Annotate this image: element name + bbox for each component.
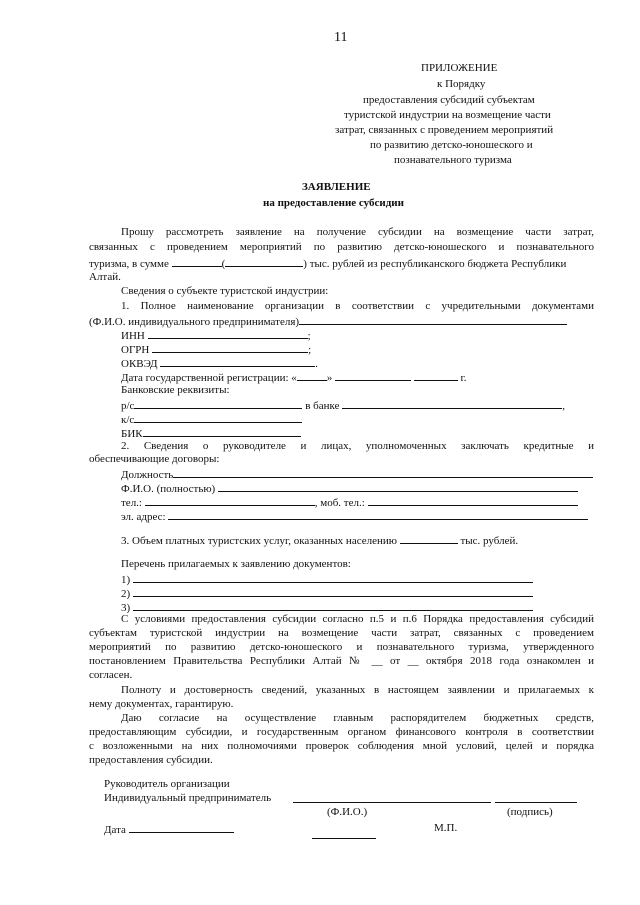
conditions-line: согласен. (89, 669, 133, 681)
signature-date-row (104, 822, 234, 837)
intro-text: ( (221, 258, 226, 270)
item3-row (121, 533, 518, 548)
doc-field-2[interactable] (133, 586, 533, 597)
appendix-line: ПРИЛОЖЕНИЕ (421, 62, 498, 74)
appendix-line: к Порядку (437, 78, 486, 90)
okved-field[interactable] (160, 356, 315, 367)
intro-line (89, 256, 594, 271)
doc-row (121, 586, 533, 601)
stamp-label: М.П. (434, 822, 458, 834)
signature-fio-field[interactable] (293, 792, 491, 803)
item2-line: обеспечивающие договоры: (89, 453, 220, 465)
signature-fio-caption: (Ф.И.О.) (327, 806, 368, 818)
inn-row (121, 328, 311, 343)
conditions-line: субъектам туристской индустрии на возмещение части затрат, связанных с проведением (89, 627, 594, 639)
doc-row (121, 572, 533, 587)
appendix-line: по развитию детско-юношеского и (370, 139, 533, 151)
conditions-line: постановлением Правительства Республики Алтай № __ от __ октября 2018 года ознакомлен и (89, 655, 594, 667)
rs-label: р/с (121, 400, 135, 412)
rs-field[interactable] (134, 398, 302, 409)
reg-month-field[interactable] (335, 370, 411, 381)
ogrn-label: ОГРН (121, 344, 150, 356)
year-suffix: г. (460, 372, 467, 384)
signature-sign-field[interactable] (495, 792, 577, 803)
volume-field[interactable] (400, 533, 458, 544)
conditions-line: С условиями предоставления субсидии согласно п.5 и п.6 Порядка предоставления субсидий (121, 613, 594, 625)
org-name-field[interactable] (299, 314, 567, 325)
completeness-line: Полноту и достоверность сведений, указанных в настоящем заявлении и прилагаемых к (121, 684, 594, 696)
consent-line: с возложенными на них полномочиями проверок соблюдения мной условий, целей и порядка (89, 740, 594, 752)
punct: , (562, 400, 565, 412)
footer-divider (312, 838, 376, 839)
rs-row (121, 398, 565, 413)
page-number: 11 (334, 30, 348, 45)
signature-date-field[interactable] (129, 822, 234, 833)
item2-line: 2. Сведения о руководителе и лицах, уполномоченных заключать кредитные и (121, 440, 594, 452)
intro-line: связанных с проведением мероприятий по развитию детско-юношеского и познавательного (89, 241, 594, 253)
intro-line: Прошу рассмотреть заявление на получение субсидии на возмещение части затрат, (121, 226, 594, 238)
reg-date-row (121, 370, 467, 385)
consent-line: предоставления субсидии. (89, 754, 213, 766)
docs-heading: Перечень прилагаемых к заявлению документов: (121, 558, 351, 570)
phone-row (121, 495, 578, 510)
amount-words-field[interactable] (225, 256, 303, 267)
bank-heading: Банковские реквизиты: (121, 384, 230, 396)
doc-field-3[interactable] (133, 600, 533, 611)
doc-number: 2) (121, 588, 131, 600)
item3-label: 3. Объем платных туристских услуг, оказанных населению (121, 535, 397, 547)
punct: ; (307, 330, 311, 342)
tel-field[interactable] (145, 495, 315, 506)
item1-label: (Ф.И.О. индивидуального предпринимателя) (89, 316, 300, 328)
signature-head: Руководитель организации (104, 778, 230, 790)
punct: » (326, 372, 333, 384)
email-row (121, 509, 588, 524)
position-row (121, 467, 593, 482)
bank-name-field[interactable] (342, 398, 562, 409)
appendix-line: предоставления субсидий субъектам (363, 94, 535, 106)
item3-unit: тыс. рублей. (460, 535, 519, 547)
item1-line: 1. Полное наименование организации в соответствии с учредительными документами (121, 300, 594, 312)
tel-label: тел.: (121, 497, 142, 509)
doc-number: 1) (121, 574, 131, 586)
intro-line: Алтай. (89, 271, 121, 283)
in-bank-label: в банке (305, 400, 340, 412)
inn-field[interactable] (148, 328, 308, 339)
okved-row (121, 356, 318, 371)
appendix-line: затрат, связанных с проведением мероприятий (335, 124, 554, 136)
amount-field[interactable] (172, 256, 222, 267)
ks-field[interactable] (134, 412, 302, 423)
subject-heading: Сведения о субъекте туристской индустрии: (121, 285, 329, 297)
email-label: эл. адрес: (121, 511, 166, 523)
document-subtitle: на предоставление субсидии (263, 197, 404, 209)
intro-text: ) тыс. рублей из республиканского бюджета Республики (303, 258, 567, 270)
appendix-line: туристской индустрии на возмещение части (344, 109, 551, 121)
bik-field[interactable] (143, 426, 301, 437)
fio-field[interactable] (218, 481, 578, 492)
email-field[interactable] (168, 509, 588, 520)
ogrn-field[interactable] (152, 342, 308, 353)
punct: . (315, 358, 318, 370)
signature-ip: Индивидуальный предприниматель (104, 792, 272, 804)
date-label: Дата (104, 824, 126, 836)
doc-field-1[interactable] (133, 572, 533, 583)
reg-day-field[interactable] (297, 370, 327, 381)
signature-sign-caption: (подпись) (507, 806, 553, 818)
fio-label: Ф.И.О. (полностью) (121, 483, 216, 495)
consent-line: предоставляющим субсидии, и государственным органом финансового контроля в соответствии (89, 726, 594, 738)
mob-label: , моб. тел.: (314, 497, 365, 509)
appendix-line: познавательного туризма (394, 154, 512, 166)
completeness-line: нему документах, гарантирую. (89, 698, 234, 710)
position-label: Должность (121, 469, 174, 481)
position-field[interactable] (173, 467, 593, 478)
bik-label: БИК (121, 428, 143, 440)
doc-number: 3) (121, 602, 131, 614)
reg-year-field[interactable] (414, 370, 458, 381)
fio-row (121, 481, 578, 496)
punct: ; (308, 344, 312, 356)
ogrn-row (121, 342, 311, 357)
reg-date-label: Дата государственной регистрации: « (121, 372, 297, 384)
bik-row (121, 426, 301, 441)
inn-label: ИНН (121, 330, 145, 342)
okved-label: ОКВЭД (121, 358, 158, 370)
consent-line: Даю согласие на осуществление главным распорядителем бюджетных средств, (121, 712, 594, 724)
ks-row (121, 412, 302, 427)
ks-label: к/с (121, 414, 135, 426)
document-title: ЗАЯВЛЕНИЕ (302, 181, 371, 193)
item1-line (89, 314, 567, 329)
intro-text: туризма, в сумме (89, 258, 169, 270)
mob-field[interactable] (368, 495, 578, 506)
conditions-line: мероприятий по развитию детско-юношеского и познавательного туризма, утвержденного (89, 641, 594, 653)
